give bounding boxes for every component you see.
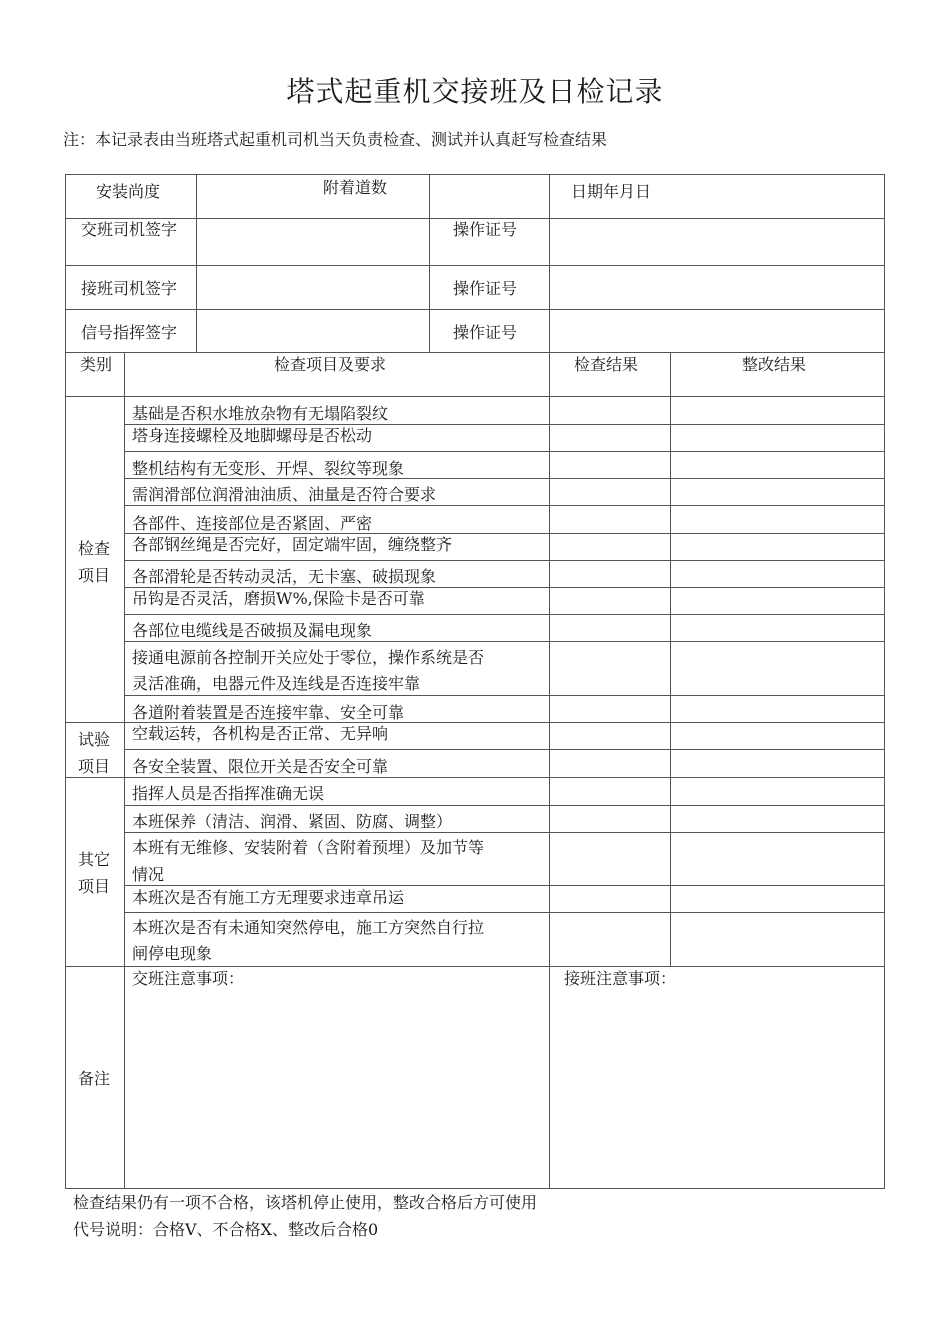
check-item: 各部位电缆线是否破损及漏电现象 (132, 621, 373, 640)
row-divider (66, 309, 884, 310)
check-item: 接通电源前各控制开关应处于零位，操作系统是否 (132, 648, 485, 667)
operation-cert-label: 操作证号 (453, 220, 518, 239)
check-item: 灵活准确，电器元件及连线是否连接牢靠 (132, 674, 421, 693)
receiving-notes-label: 接班注意事项： (564, 969, 677, 988)
date-label: 日期年月日 (571, 182, 652, 201)
check-item: 本班保养（清洁、润滑、紧固、防腐、调整） (132, 812, 453, 831)
handover-driver-label: 交班司机签字 (81, 220, 178, 239)
column-divider (429, 175, 430, 352)
check-item: 空载运转，各机构是否正常、无异响 (132, 724, 389, 743)
check-item: 各安全装置、限位开关是否安全可靠 (132, 757, 389, 776)
row-divider (124, 912, 884, 913)
check-item: 指挥人员是否指挥准确无误 (132, 784, 325, 803)
check-item: 塔身连接螺栓及地脚螺母是否松动 (132, 426, 373, 445)
page-title: 塔式起重机交接班及日检记录 (286, 75, 664, 108)
receiving-driver-label: 接班司机签字 (81, 279, 178, 298)
inspection-section-label: 检查 项目 (78, 539, 111, 585)
check-item: 本班次是否有未通知突然停电，施工方突然自行拉 (132, 918, 485, 937)
check-item: 情况 (132, 865, 165, 884)
inspection-form-table (65, 174, 885, 1189)
attach-count-label: 附着道数 (323, 178, 388, 197)
operation-cert-label: 操作证号 (453, 279, 518, 298)
row-divider (124, 749, 884, 750)
column-divider (124, 352, 125, 1188)
check-item: 吊钩是否灵活，磨损W%,保险卡是否可靠 (132, 589, 425, 608)
column-divider (670, 352, 671, 966)
row-divider (66, 396, 884, 397)
check-item: 基础是否积水堆放杂物有无塌陷裂纹 (132, 404, 389, 423)
other-section-label: 其它 项目 (78, 850, 111, 896)
row-divider (124, 560, 884, 561)
footer-rule-note: 检查结果仍有一项不合格，该塔机停止使用，整改合格后方可使用 (73, 1193, 538, 1212)
result-column-header: 检查结果 (574, 355, 639, 374)
check-item: 各部滑轮是否转动灵活，无卡塞、破损现象 (132, 567, 437, 586)
remarks-section-label: 备注 (78, 1069, 111, 1088)
check-item: 各部件、连接部位是否紧固、严密 (132, 514, 373, 533)
handover-notes-label: 交班注意事项： (132, 969, 245, 988)
category-column-header: 类别 (80, 355, 113, 374)
install-height-label: 安装尚度 (96, 182, 161, 201)
test-section-label: 试验 项目 (78, 730, 111, 776)
check-item: 闸停电现象 (132, 944, 213, 963)
item-column-header: 检查项目及要求 (274, 355, 387, 374)
column-divider (549, 175, 550, 1188)
column-divider (196, 175, 197, 352)
signal-commander-label: 信号指挥签字 (81, 323, 178, 342)
check-item: 本班有无维修、安装附着（含附着预埋）及加节等 (132, 838, 485, 857)
check-item: 整机结构有无变形、开焊、裂纹等现象 (132, 459, 405, 478)
footer-code-legend: 代号说明：合格V、不合格X、整改后合格0 (73, 1220, 379, 1239)
row-divider (124, 614, 884, 615)
check-item: 各部钢丝绳是否完好，固定端牢固，缠绕整齐 (132, 535, 453, 554)
instruction-note: 注：本记录表由当班塔式起重机司机当天负责检查、测试并认真赶写检查结果 (63, 130, 608, 149)
operation-cert-label: 操作证号 (453, 323, 518, 342)
check-item: 本班次是否有施工方无理要求违章吊运 (132, 888, 405, 907)
rectify-column-header: 整改结果 (742, 355, 807, 374)
check-item: 各道附着装置是否连接牢靠、安全可靠 (132, 703, 405, 722)
row-divider (66, 265, 884, 266)
check-item: 需润滑部位润滑油油质、油量是否符合要求 (132, 485, 437, 504)
row-divider (124, 451, 884, 452)
